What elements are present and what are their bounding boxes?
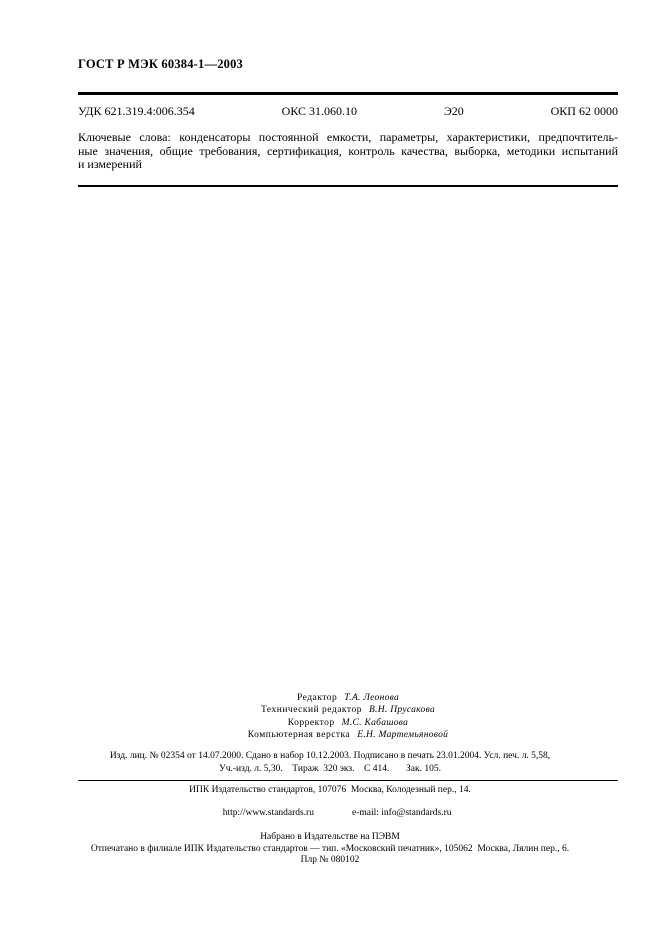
credit-line	[78, 704, 618, 716]
publisher-printed-note: Отпечатано в филиале ИПК Издательство стандартов — тип. «Московский печатник», 105062 Москва, Лялин пер., 6.	[90, 843, 570, 854]
horizontal-rule-imprint	[78, 780, 618, 781]
credit-line	[78, 692, 618, 704]
credit-line	[78, 717, 618, 729]
credit-role: Компьютерная верстка	[247, 730, 351, 741]
horizontal-rule-keywords	[78, 185, 618, 188]
credit-name: В.Н. Прусакова	[368, 705, 436, 716]
horizontal-rule-top	[78, 92, 618, 95]
standard-number-heading: ГОСТ Р МЭК 60384-1—2003	[78, 57, 243, 71]
credit-role: Корректор	[287, 717, 335, 728]
imprint-line: Уч.-изд. л. 5,30. Тираж 320 экз. С 414. Зак. 105.	[219, 764, 441, 774]
publisher-block	[45, 785, 615, 867]
credit-name: Т.А. Леонова	[344, 693, 400, 703]
credits-block	[78, 692, 618, 742]
keywords-line: ные значения, общие требования, сертификация, контроль качества, выборка, методики испытаний	[78, 143, 618, 158]
classification-row	[78, 104, 618, 119]
keywords-line: и измерений	[78, 157, 142, 172]
publisher-license: Плр № 080102	[300, 855, 360, 866]
keywords-line: Ключевые слова: конденсаторы постоянной емкости, параметры, характеристики, предпочтитель-	[78, 130, 618, 144]
okp-code: ОКП 62 0000	[550, 104, 618, 118]
oks-code: ОКС 31.060.10	[281, 104, 358, 118]
publisher-website: http://www.standards.ru	[222, 808, 314, 819]
imprint-block	[52, 750, 608, 776]
credit-role: Редактор	[296, 693, 338, 703]
udk-code: УДК 621.319.4:006.354	[78, 104, 195, 118]
publisher-typeset-note: Набрано в Издательстве на ПЭВМ	[260, 831, 400, 842]
credit-role: Технический редактор	[260, 705, 362, 716]
credit-line	[78, 729, 618, 741]
keywords-paragraph	[78, 131, 618, 172]
article-code: Э20	[443, 104, 464, 118]
publisher-email: e-mail: info@standards.ru	[351, 808, 452, 819]
imprint-line: Изд. лиц. № 02354 от 14.07.2000. Сдано в набор 10.12.2003. Подписано в печать 23.01.2004. Усл. печ. л. 5,58,	[109, 751, 551, 761]
publisher-contacts	[45, 797, 615, 832]
credit-name: Е.Н. Мартемьяновой	[357, 730, 449, 741]
credit-name: М.С. Кабашова	[341, 717, 409, 728]
publisher-address: ИПК Издательство стандартов, 107076 Москва, Колодезный пер., 14.	[189, 785, 471, 795]
